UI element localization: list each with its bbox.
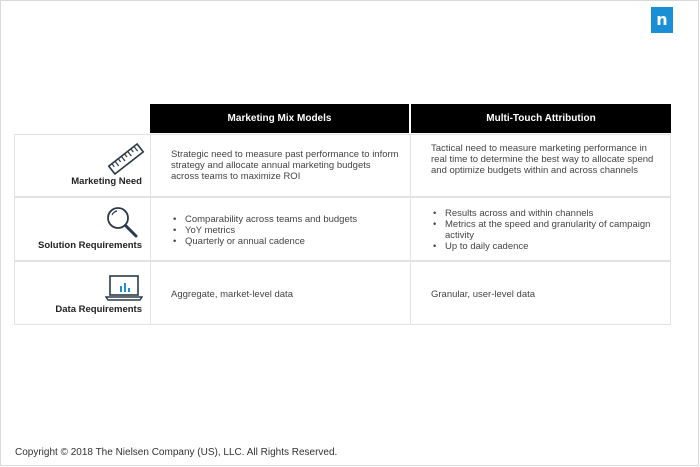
comparison-table xyxy=(14,104,671,325)
row-label-cell xyxy=(15,262,151,324)
table-row-solution-requirements xyxy=(14,197,671,261)
mta-solution-requirements-list xyxy=(431,208,660,252)
row-label-cell xyxy=(15,198,151,260)
column-header-mta: Multi-Touch Attribution xyxy=(411,104,671,133)
list-item: • Comparability across teams and budgets xyxy=(185,214,400,225)
table-row-data-requirements xyxy=(14,261,671,325)
mmm-cell xyxy=(151,135,411,196)
copyright-footer: Copyright © 2018 The Nielsen Company (US), LLC. All Rights Reserved. xyxy=(15,447,338,458)
mmm-cell xyxy=(151,262,411,324)
mta-marketing-need-text: Tactical need to measure marketing performance in real time to determine the best way to allocate spend and optimize budgets within and across channels xyxy=(431,143,654,176)
mta-cell xyxy=(411,198,670,260)
mmm-cell xyxy=(151,198,411,260)
mta-cell xyxy=(411,262,670,324)
list-item: • Metrics at the speed and granularity of campaign activity xyxy=(445,219,660,241)
magnifier-icon xyxy=(105,205,139,239)
list-item: • Up to daily cadence xyxy=(445,241,660,252)
list-item: • YoY metrics xyxy=(185,225,400,236)
laptop-chart-icon xyxy=(105,275,143,301)
list-item: • Quarterly or annual cadence xyxy=(185,236,400,247)
list-item: • Results across and within channels xyxy=(445,208,660,219)
mmm-marketing-need-text: Strategic need to measure past performance to inform strategy and allocate annual marketing budgets across teams to maximize ROI xyxy=(171,149,399,182)
row-label-cell xyxy=(15,135,151,196)
mmm-solution-requirements-list xyxy=(171,214,400,247)
row-label: Solution Requirements xyxy=(38,240,142,251)
nielsen-logo: n xyxy=(651,7,673,33)
mmm-data-requirements-text: Aggregate, market-level data xyxy=(171,289,293,300)
mta-data-requirements-text: Granular, user-level data xyxy=(431,289,536,300)
mta-cell xyxy=(411,135,670,196)
column-header-mmm: Marketing Mix Models xyxy=(150,104,409,133)
table-row-marketing-need xyxy=(14,134,671,197)
row-label: Data Requirements xyxy=(55,304,142,315)
ruler-icon xyxy=(107,142,145,176)
row-label: Marketing Need xyxy=(71,176,142,187)
